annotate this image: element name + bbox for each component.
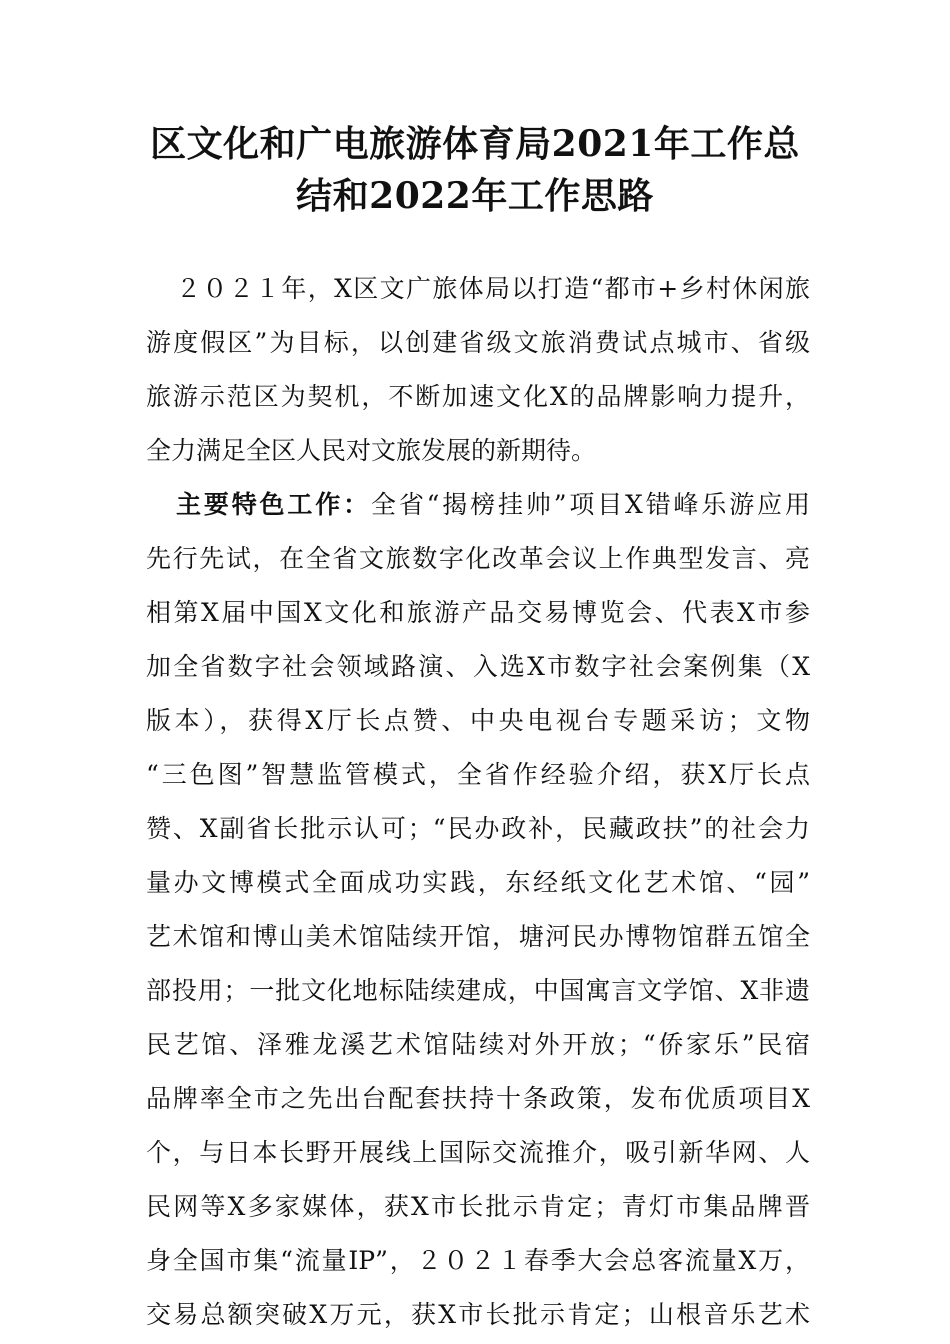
paragraph-1-line: 全力满足全区人民对文旅发展的新期待。 — [146, 436, 597, 465]
paragraph-2-line: 先行先试，在全省文旅数字化改革会议上作典型发言、亮 — [146, 544, 810, 573]
paragraph-2-line: 民艺馆、泽雅龙溪艺术馆陆续对外开放；“侨家乐”民宿 — [146, 1030, 810, 1059]
paragraph-2-lead: 主要特色工作： — [176, 490, 371, 519]
paragraph-1-line: ２０２１年，X区文广旅体局以打造“都市+乡村休闲旅 — [176, 274, 810, 303]
paragraph-2-line: 赞、X副省长批示认可；“民办政补，民藏政扶”的社会力 — [146, 814, 810, 843]
paragraph-2-line: 量办文博模式全面成功实践，东经纸文化艺术馆、“园” — [146, 868, 810, 897]
paragraph-1-line: 旅游示范区为契机，不断加速文化X的品牌影响力提升， — [146, 382, 810, 411]
document-body — [146, 262, 810, 1342]
paragraph-2-line: 艺术馆和博山美术馆陆续开馆，塘河民办博物馆群五馆全 — [146, 922, 810, 951]
paragraph-2-line: 个，与日本长野开展线上国际交流推介，吸引新华网、人 — [146, 1138, 810, 1167]
title-line-1: 区文化和广电旅游体育局2021年工作总 — [150, 123, 800, 165]
document-title — [100, 118, 850, 222]
paragraph-2-line: 民网等X多家媒体，获X市长批示肯定；青灯市集品牌晋 — [146, 1192, 810, 1221]
paragraph-2-line: 加全省数字社会领域路演、入选X市数字社会案例集（X — [146, 652, 810, 681]
paragraph-2-line: 品牌率全市之先出台配套扶持十条政策，发布优质项目X — [146, 1084, 810, 1113]
paragraph-2-line: 身全国市集“流量IP”，２０２１春季大会总客流量X万， — [146, 1246, 810, 1275]
paragraph-2-line: 交易总额突破X万元，获X市长批示肯定；山根音乐艺术 — [146, 1300, 810, 1329]
paragraph-2-line: 版本），获得X厅长点赞、中央电视台专题采访；文物 — [146, 706, 810, 735]
paragraph-2-line: “三色图”智慧监管模式，全省作经验介绍，获X厅长点 — [146, 760, 810, 789]
paragraph-2-first-line — [146, 478, 810, 532]
paragraph-2-line: 部投用；一批文化地标陆续建成，中国寓言文学馆、X非遗 — [146, 976, 810, 1005]
paragraph-2-line: 相第X届中国X文化和旅游产品交易博览会、代表X市参 — [146, 598, 810, 627]
title-line-2: 结和2022年工作思路 — [296, 175, 654, 217]
paragraph-1-line: 游度假区”为目标，以创建省级文旅消费试点城市、省级 — [146, 328, 810, 357]
paragraph-2-first-text: 全省“揭榜挂帅”项目X错峰乐游应用 — [370, 490, 810, 519]
